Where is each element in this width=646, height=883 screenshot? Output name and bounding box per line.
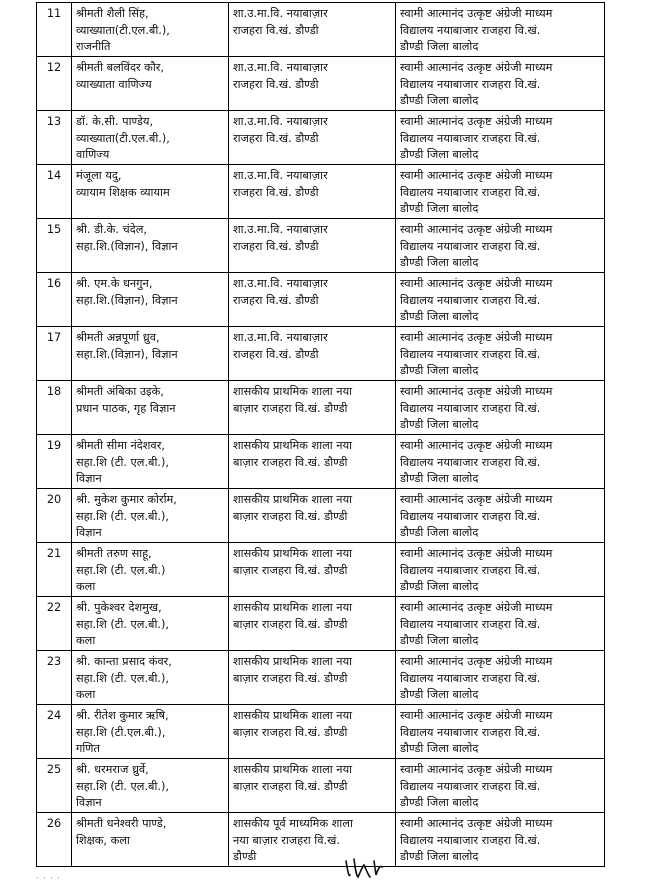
current-school-cell: शासकीय प्राथमिक शाला नया बाज़ार राजहरा वि.खं. डौण्डी — [229, 705, 396, 759]
serial-number-cell: 13 — [37, 111, 72, 165]
posting-school-cell: स्वामी आत्मानंद उत्कृष्ट अंग्रेजी माध्यम विद्यालय नयाबाजार राजहरा वि.खं. डौण्डी जिला बालोद — [396, 651, 605, 705]
serial-number-cell: 23 — [37, 651, 72, 705]
employee-name-cell: डॉ. के.सी. पाण्डेय, व्याख्याता(टी.एल.बी.), वाणिज्य — [72, 111, 229, 165]
posting-school-cell: स्वामी आत्मानंद उत्कृष्ट अंग्रेजी माध्यम विद्यालय नयाबाजार राजहरा वि.खं. डौण्डी जिला बालोद — [396, 759, 605, 813]
posting-school-cell: स्वामी आत्मानंद उत्कृष्ट अंग्रेजी माध्यम विद्यालय नयाबाजार राजहरा वि.खं. डौण्डी जिला बालोद — [396, 111, 605, 165]
posting-school-cell: स्वामी आत्मानंद उत्कृष्ट अंग्रेजी माध्यम विद्यालय नयाबाजार राजहरा वि.खं. डौण्डी जिला बालोद — [396, 543, 605, 597]
table-row — [37, 435, 605, 489]
current-school-cell: शासकीय प्राथमिक शाला नया बाज़ार राजहरा वि.खं. डौण्डी — [229, 381, 396, 435]
posting-school-cell: स्वामी आत्मानंद उत्कृष्ट अंग्रेजी माध्यम विद्यालय नयाबाजार राजहरा वि.खं. डौण्डी जिला बालोद — [396, 165, 605, 219]
posting-school-cell: स्वामी आत्मानंद उत्कृष्ट अंग्रेजी माध्यम विद्यालय नयाबाजार राजहरा वि.खं. डौण्डी जिला बालोद — [396, 435, 605, 489]
serial-number-cell: 15 — [37, 219, 72, 273]
posting-school-cell: स्वामी आत्मानंद उत्कृष्ट अंग्रेजी माध्यम विद्यालय नयाबाजार राजहरा वि.खं. डौण्डी जिला बालोद — [396, 597, 605, 651]
signature-mark — [340, 853, 390, 883]
table-row — [37, 111, 605, 165]
table-row — [37, 165, 605, 219]
employee-name-cell: श्री. डी.के. चंदेल, सहा.शि.(विज्ञान), विज्ञान — [72, 219, 229, 273]
table-row — [37, 543, 605, 597]
serial-number-cell: 24 — [37, 705, 72, 759]
table-row — [37, 381, 605, 435]
posting-school-cell: स्वामी आत्मानंद उत्कृष्ट अंग्रेजी माध्यम विद्यालय नयाबाजार राजहरा वि.खं. डौण्डी जिला बालोद — [396, 273, 605, 327]
table-row — [37, 705, 605, 759]
posting-school-cell: स्वामी आत्मानंद उत्कृष्ट अंग्रेजी माध्यम विद्यालय नयाबाजार राजहरा वि.खं. डौण्डी जिला बालोद — [396, 3, 605, 57]
table-row — [37, 219, 605, 273]
current-school-cell: शासकीय प्राथमिक शाला नया बाज़ार राजहरा वि.खं. डौण्डी — [229, 597, 396, 651]
table-row — [37, 3, 605, 57]
current-school-cell: शासकीय प्राथमिक शाला नया बाज़ार राजहरा वि.खं. डौण्डी — [229, 543, 396, 597]
employee-name-cell: श्रीमती अंबिका उइके, प्रधान पाठक, गृह विज्ञान — [72, 381, 229, 435]
posting-school-cell: स्वामी आत्मानंद उत्कृष्ट अंग्रेजी माध्यम विद्यालय नयाबाजार राजहरा वि.खं. डौण्डी जिला बालोद — [396, 381, 605, 435]
employee-name-cell: श्री. धरमराज ध्रुर्वे, सहा.शि (टी. एल.बी.), विज्ञान — [72, 759, 229, 813]
serial-number-cell: 20 — [37, 489, 72, 543]
table-row — [37, 651, 605, 705]
serial-number-cell: 12 — [37, 57, 72, 111]
posting-school-cell: स्वामी आत्मानंद उत्कृष्ट अंग्रेजी माध्यम विद्यालय नयाबाजार राजहरा वि.खं. डौण्डी जिला बालोद — [396, 705, 605, 759]
posting-school-cell: स्वामी आत्मानंद उत्कृष्ट अंग्रेजी माध्यम विद्यालय नयाबाजार राजहरा वि.खं. डौण्डी जिला बालोद — [396, 219, 605, 273]
serial-number-cell: 22 — [37, 597, 72, 651]
table-body — [37, 3, 605, 867]
current-school-cell: शा.उ.मा.वि. नयाबाज़ार राजहरा वि.खं. डौण्डी — [229, 327, 396, 381]
employee-name-cell: श्री. रीतेश कुमार ऋषि, सहा.शि (टी.एल.बी.), गणित — [72, 705, 229, 759]
serial-number-cell: 11 — [37, 3, 72, 57]
employee-name-cell: श्रीमती शैली सिंह, व्याख्याता(टी.एल.बी.), राजनीति — [72, 3, 229, 57]
transfer-table — [36, 2, 605, 867]
table-row — [37, 597, 605, 651]
current-school-cell: शा.उ.मा.वि. नयाबाज़ार राजहरा वि.खं. डौण्डी — [229, 3, 396, 57]
current-school-cell: शा.उ.मा.वि. नयाबाज़ार राजहरा वि.खं. डौण्डी — [229, 219, 396, 273]
current-school-cell: शासकीय प्राथमिक शाला नया बाज़ार राजहरा वि.खं. डौण्डी — [229, 435, 396, 489]
serial-number-cell: 21 — [37, 543, 72, 597]
serial-number-cell: 17 — [37, 327, 72, 381]
current-school-cell: शा.उ.मा.वि. नयाबाज़ार राजहरा वि.खं. डौण्डी — [229, 111, 396, 165]
current-school-cell: शासकीय प्राथमिक शाला नया बाज़ार राजहरा वि.खं. डौण्डी — [229, 651, 396, 705]
table-row — [37, 759, 605, 813]
employee-name-cell: श्रीमती सीमा नंदेशवर, सहा.शि (टी. एल.बी.), विज्ञान — [72, 435, 229, 489]
serial-number-cell: 18 — [37, 381, 72, 435]
employee-name-cell: मंजूला यदु, व्यायाम शिक्षक व्यायाम — [72, 165, 229, 219]
posting-school-cell: स्वामी आत्मानंद उत्कृष्ट अंग्रेजी माध्यम विद्यालय नयाबाजार राजहरा वि.खं. डौण्डी जिला बालोद — [396, 57, 605, 111]
employee-name-cell: श्रीमती तरुण साहू, सहा.शि (टी. एल.बी.) कला — [72, 543, 229, 597]
serial-number-cell: 14 — [37, 165, 72, 219]
table-row — [37, 327, 605, 381]
serial-number-cell: 16 — [37, 273, 72, 327]
employee-name-cell: श्री. कान्ता प्रसाद कंवर, सहा.शि (टी. एल.बी.), कला — [72, 651, 229, 705]
table-row — [37, 273, 605, 327]
table-row — [37, 813, 605, 867]
employee-name-cell: श्रीमती बलविंदर कौर, व्याख्याता वाणिज्य — [72, 57, 229, 111]
posting-school-cell: स्वामी आत्मानंद उत्कृष्ट अंग्रेजी माध्यम विद्यालय नयाबाजार राजहरा वि.खं. डौण्डी जिला बालोद — [396, 327, 605, 381]
current-school-cell: शासकीय प्राथमिक शाला नया बाज़ार राजहरा वि.खं. डौण्डी — [229, 489, 396, 543]
scan-marks: · · · · — [36, 874, 61, 883]
serial-number-cell: 26 — [37, 813, 72, 867]
table-row — [37, 57, 605, 111]
current-school-cell: शासकीय प्राथमिक शाला नया बाज़ार राजहरा वि.खं. डौण्डी — [229, 759, 396, 813]
posting-school-cell: स्वामी आत्मानंद उत्कृष्ट अंग्रेजी माध्यम विद्यालय नयाबाजार राजहरा वि.खं. डौण्डी जिला बालोद — [396, 489, 605, 543]
employee-name-cell: श्री. एम.के धनगुन, सहा.शि.(विज्ञान), विज्ञान — [72, 273, 229, 327]
current-school-cell: शा.उ.मा.वि. नयाबाज़ार राजहरा वि.खं. डौण्डी — [229, 165, 396, 219]
employee-name-cell: श्रीमती धनेश्वरी पाण्डे, शिक्षक, कला — [72, 813, 229, 867]
employee-name-cell: श्रीमती अन्नपूर्णा ध्रुव, सहा.शि.(विज्ञान), विज्ञान — [72, 327, 229, 381]
posting-school-cell: स्वामी आत्मानंद उत्कृष्ट अंग्रेजी माध्यम विद्यालय नयाबाजार राजहरा वि.खं. डौण्डी जिला बालोद — [396, 813, 605, 867]
current-school-cell: शा.उ.मा.वि. नयाबाज़ार राजहरा वि.खं. डौण्डी — [229, 273, 396, 327]
current-school-cell: शासकीय पूर्व माध्यमिक शाला नया बाज़ार राजहरा वि.खं. डौण्डी — [229, 813, 396, 867]
serial-number-cell: 19 — [37, 435, 72, 489]
table-row — [37, 489, 605, 543]
employee-name-cell: श्री. मुकेश कुमार कोर्राम, सहा.शि (टी. एल.बी.), विज्ञान — [72, 489, 229, 543]
employee-name-cell: श्री. पुकेश्वर देशमुख, सहा.शि (टी. एल.बी.), कला — [72, 597, 229, 651]
serial-number-cell: 25 — [37, 759, 72, 813]
current-school-cell: शा.उ.मा.वि. नयाबाज़ार राजहरा वि.खं. डौण्डी — [229, 57, 396, 111]
